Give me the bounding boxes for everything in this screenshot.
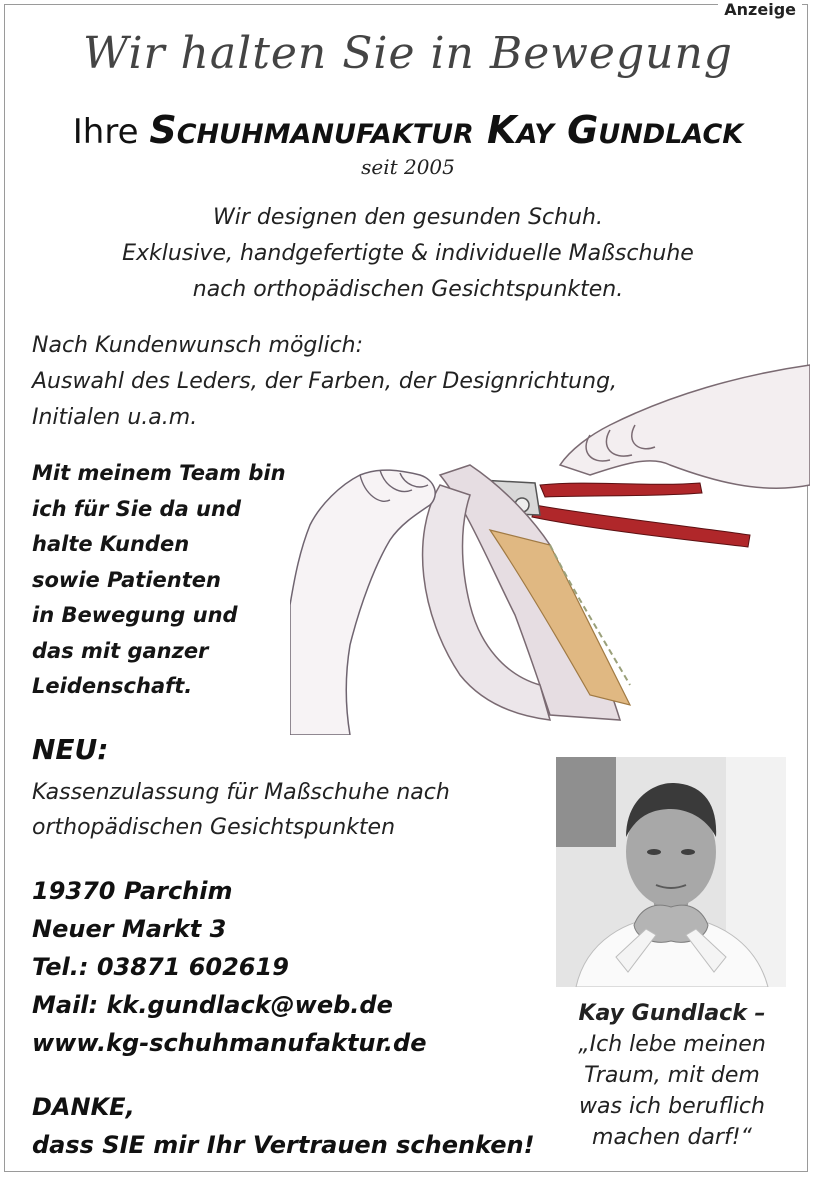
intro-text (0, 200, 816, 308)
left-hand-sketch (290, 470, 435, 735)
news-text (32, 775, 450, 845)
team-line: sowie Patienten (32, 567, 221, 592)
caption-quote-line: was ich beruflich (579, 1094, 765, 1119)
contact-phone[interactable]: Tel.: 03871 602619 (32, 953, 289, 981)
team-statement (32, 456, 286, 705)
portrait-caption (552, 998, 792, 1153)
caption-quote-line: „Ich lebe meinen (578, 1032, 766, 1057)
customer-options (32, 328, 617, 436)
pliers-handle-lower (532, 505, 750, 547)
ad-label: Anzeige (718, 0, 802, 19)
brand-name: Schuhmanufaktur Kay Gundlack (149, 108, 744, 152)
caption-name: Kay Gundlack – (578, 1001, 766, 1026)
caption-quote-line: machen darf!“ (592, 1125, 752, 1150)
options-line: Auswahl des Leders, der Farben, der Designrichtung, (32, 369, 618, 394)
team-line: Mit meinem Team bin (32, 461, 286, 485)
page-title (0, 108, 816, 152)
caption-quote-line: Traum, mit dem (584, 1063, 760, 1088)
team-line: das mit ganzer (32, 638, 209, 663)
title-prefix: Ihre (72, 112, 139, 152)
thanks-message (32, 1088, 535, 1164)
options-line: Initialen u.a.m. (32, 405, 198, 430)
news-line: Kassenzulassung für Maßschuhe nach (32, 780, 450, 805)
contact-street: Neuer Markt 3 (32, 915, 227, 943)
pliers-handle-upper (540, 483, 702, 497)
slogan: Wir halten Sie in Bewegung (83, 28, 733, 79)
thanks-line: DANKE, (32, 1093, 135, 1121)
team-line: Leidenschaft. (32, 674, 193, 698)
intro-line: nach orthopädischen Gesichtspunkten. (192, 277, 624, 302)
intro-line: Exklusive, handgefertigte & individuelle Maßschuhe (122, 241, 694, 266)
thanks-line: dass SIE mir Ihr Vertrauen schenken! (32, 1131, 535, 1159)
news-line: orthopädischen Gesichtspunkten (32, 815, 396, 840)
team-line: in Bewegung und (32, 603, 238, 627)
team-line: halte Kunden (32, 532, 190, 556)
contact-website[interactable]: www.kg-schuhmanufaktur.de (32, 1029, 427, 1057)
news-heading: NEU: (32, 733, 109, 766)
options-line: Nach Kundenwunsch möglich: (32, 333, 364, 358)
intro-line: Wir designen den gesunden Schuh. (213, 205, 603, 230)
contact-mail[interactable]: Mail: kk.gundlack@web.de (32, 991, 393, 1019)
contact-city: 19370 Parchim (32, 877, 233, 905)
since-year: seit 2005 (361, 155, 455, 179)
team-line: ich für Sie da und (32, 496, 241, 521)
portrait-photo (556, 757, 786, 987)
contact-block (32, 872, 427, 1062)
